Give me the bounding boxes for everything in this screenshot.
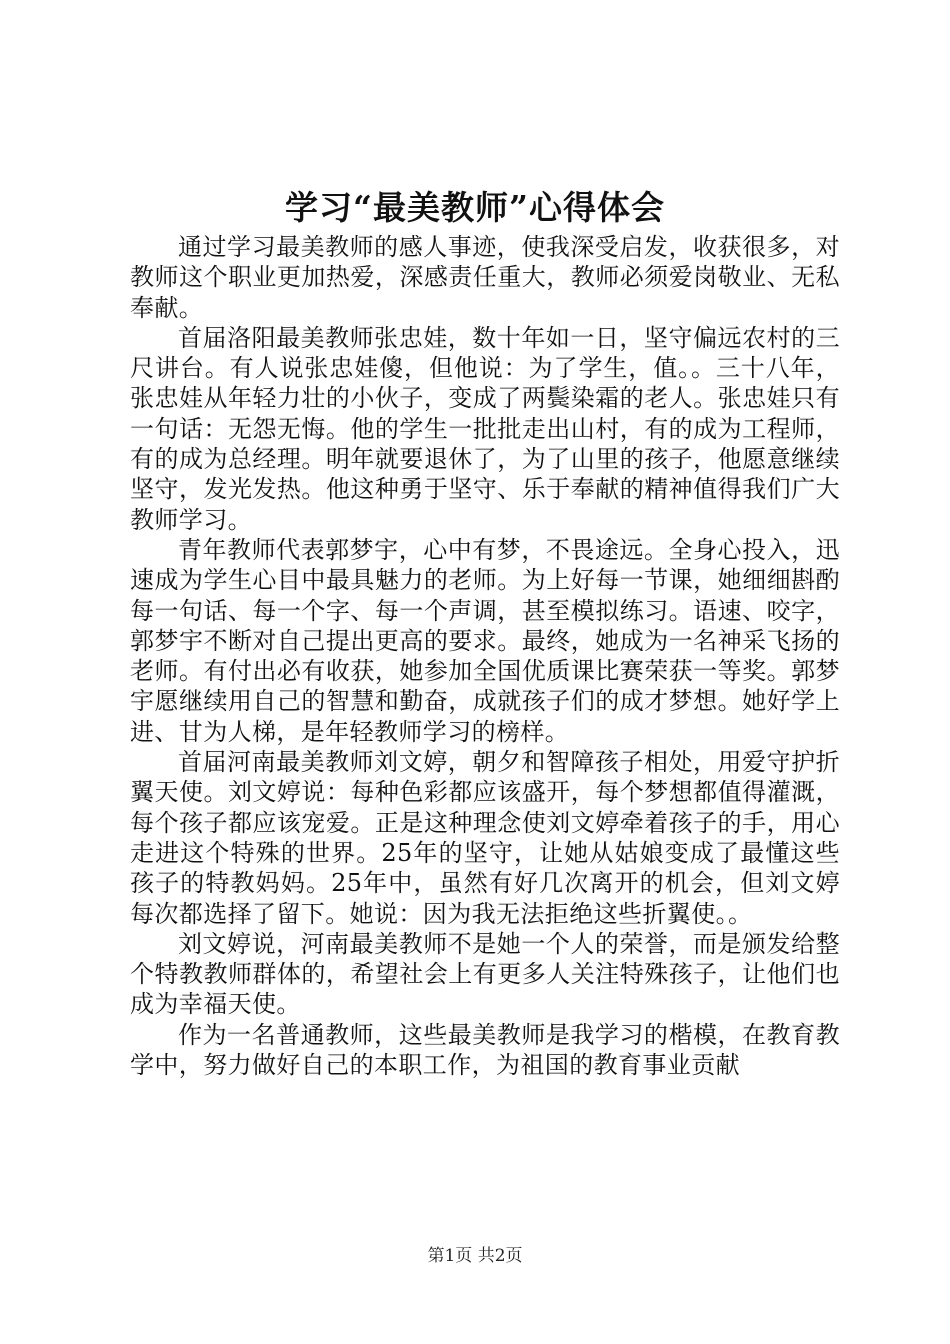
paragraph-guo-mengyu: 青年教师代表郭梦宇，心中有梦，不畏途远。全身心投入，迅速成为学生心目中最具魅力的老师。为上好每一节课，她细细斟酌每一句话、每一个字、每一个声调，甚至模拟练习。语速、咬字，郭梦宇不断对自己提出更高的要求。最终，她成为一名神采飞扬的老师。有付出必有收获，她参加全国优质课比赛荣获一等奖。郭梦宇愿继续用自己的智慧和勤奋，成就孩子们的成才梦想。她好学上进、甘为人梯，是年轻教师学习的榜样。 [130,535,840,746]
paragraph-liu-wenting-honor: 刘文婷说，河南最美教师不是她一个人的荣誉，而是颁发给整个特教教师群体的，希望社会上有更多人关注特殊孩子，让他们也成为幸福天使。 [130,929,840,1019]
paragraph-conclusion: 作为一名普通教师，这些最美教师是我学习的楷模，在教育教学中，努力做好自己的本职工作，为祖国的教育事业贡献 [130,1020,840,1080]
page-number-footer: 第1页 共2页 [427,1246,523,1266]
document-title: 学习“最美教师”心得体会 [285,188,665,227]
paragraph-liu-wenting: 首届河南最美教师刘文婷，朝夕和智障孩子相处，用爱守护折翼天使。刘文婷说：每种色彩都应该盛开，每个梦想都值得灌溉，每个孩子都应该宠爱。正是这种理念使刘文婷牵着孩子的手，用心走进这个特殊的世界。25年的坚守，让她从姑娘变成了最懂这些孩子的特教妈妈。25年中，虽然有好几次离开的机会，但刘文婷每次都选择了留下。她说：因为我无法拒绝这些折翼使。。 [130,748,840,928]
paragraph-zhang-zhongwa: 首届洛阳最美教师张忠娃，数十年如一日，坚守偏远农村的三尺讲台。有人说张忠娃傻，但他说：为了学生，值。。三十八年，张忠娃从年轻力壮的小伙子，变成了两鬓染霜的老人。张忠娃只有一句话：无怨无悔。他的学生一批批走出山村，有的成为工程师，有的成为总经理。明年就要退休了，为了山里的孩子，他愿意继续坚守，发光发热。他这种勇于坚守、乐于奉献的精神值得我们广大教师学习。 [130,323,840,534]
paragraph-intro: 通过学习最美教师的感人事迹，使我深受启发，收获很多，对教师这个职业更加热爱，深感责任重大，教师必须爱岗敬业、无私奉献。 [130,233,840,322]
document-body [130,232,840,1080]
